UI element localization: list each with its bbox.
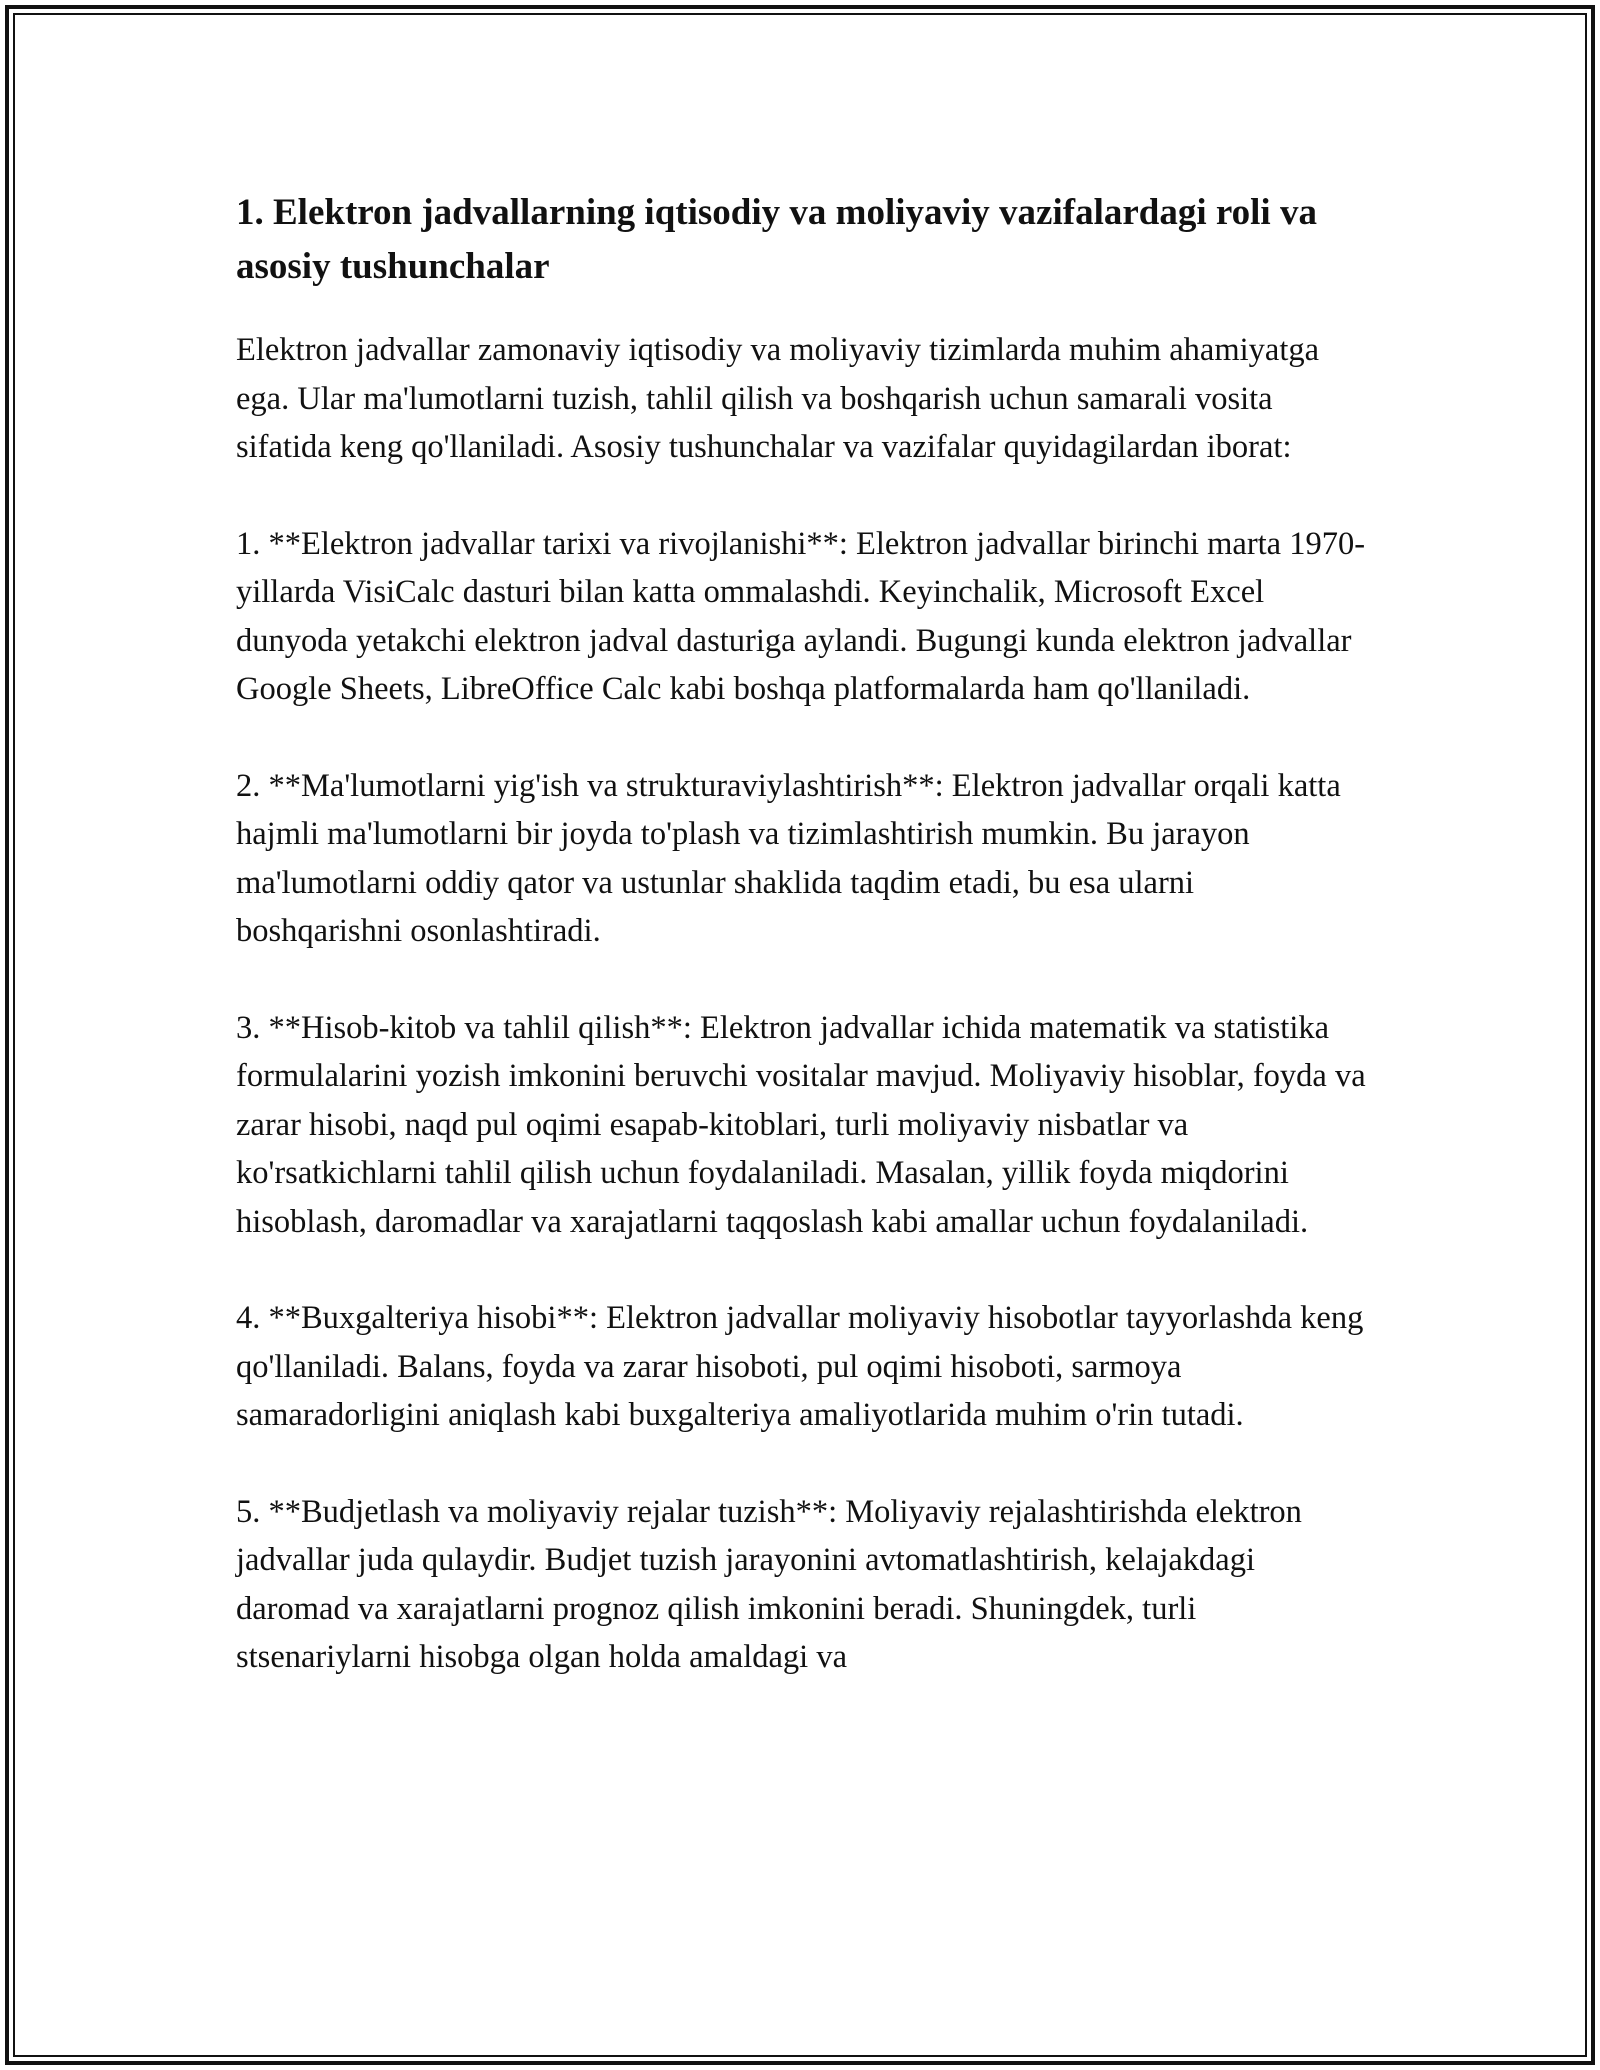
list-item-1-paragraph: 1. **Elektron jadvallar tarixi va rivojlanishi**: Elektron jadvallar birinchi marta 1970-yillarda VisiCalc dasturi bilan katta ommalashdi. Keyinchalik, Microsoft Excel dunyoda yetakchi elektron jadval dasturiga aylandi. Bugungi kunda elektron jadvallar Google Sheets, LibreOffice Calc kabi boshqa platformalarda ham qo'llaniladi. [236, 525, 1366, 707]
list-item-4-paragraph: 4. **Buxgalteriya hisobi**: Elektron jadvallar moliyaviy hisobotlar tayyorlashda keng qo'llaniladi. Balans, foyda va zarar hisoboti, pul oqimi hisoboti, sarmoya samaradorligini aniqlash kabi buxgalteriya amaliyotlarida muhim o'rin tutadi. [236, 1300, 1364, 1433]
list-item-2-paragraph: 2. **Ma'lumotlarni yig'ish va strukturaviylashtirish**: Elektron jadvallar orqali katta hajmli ma'lumotlarni bir joyda to'plash va tizimlashtirish mumkin. Bu jarayon ma'lumotlarni oddiy qator va ustunlar shaklida taqdim etadi, bu esa ularni boshqarishni osonlashtiradi. [236, 767, 1341, 949]
list-item-5-paragraph: 5. **Budjetlash va moliyaviy rejalar tuzish**: Moliyaviy rejalashtirishda elektron jadvallar juda qulaydir. Budjet tuzish jarayonini avtomatlashtirish, kelajakdagi daromad va xarajatlarni prognoz qilish imkonini beradi. Shuningdek, turli stsenariylarni hisobga olgan holda amaldagi va [236, 1493, 1302, 1675]
document-title: 1. Elektron jadvallarning iqtisodiy va moliyaviy vazifalardagi roli va asosiy tushunchalar [236, 192, 1317, 287]
document-content [236, 186, 1366, 1730]
intro-paragraph: Elektron jadvallar zamonaviy iqtisodiy va moliyaviy tizimlarda muhim ahamiyatga ega. Ular ma'lumotlarni tuzish, tahlil qilish va boshqarish uchun samarali vosita sifatida keng qo'llaniladi. Asosiy tushunchalar va vazifalar quyidagilardan iborat: [236, 332, 1320, 465]
list-item-3-paragraph: 3. **Hisob-kitob va tahlil qilish**: Elektron jadvallar ichida matematik va statistika formulalarini yozish imkonini beruvchi vositalar mavjud. Moliyaviy hisoblar, foyda va zarar hisobi, naqd pul oqimi esapab-kitoblari, turli moliyaviy nisbatlar va ko'rsatkichlarni tahlil qilish uchun foydalaniladi. Masalan, yillik foyda miqdorini hisoblash, daromadlar va xarajatlarni taqqoslash kabi amallar uchun foydalaniladi. [236, 1009, 1366, 1240]
